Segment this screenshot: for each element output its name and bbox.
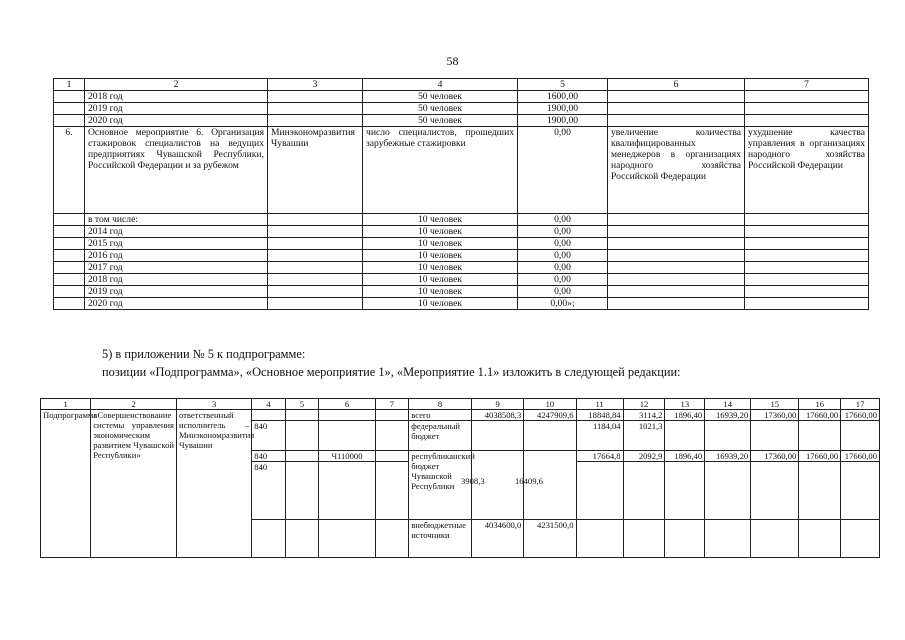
- value-cell: 17360,00: [751, 451, 799, 462]
- row-name: 2018 год: [85, 274, 268, 286]
- row-name: 2016 год: [85, 250, 268, 262]
- row-name: 2020 год: [85, 298, 268, 310]
- row-indicator: 10 человек: [363, 238, 518, 250]
- row-amount: 0,00: [518, 250, 608, 262]
- col-header: 17: [841, 399, 880, 410]
- col-header: 14: [705, 399, 751, 410]
- row-indicator: 10 человек: [363, 250, 518, 262]
- value-cell: 1896,40: [665, 451, 705, 462]
- table-row-total: [41, 410, 880, 421]
- row-amount: 0,00: [518, 238, 608, 250]
- value-cell: 17664,8: [576, 451, 623, 462]
- table-header-row: [41, 399, 880, 410]
- event-executor: Минэкономразвития Чувашии: [268, 127, 363, 214]
- value-cell: 1021,3: [623, 421, 665, 451]
- value-cell: 17660,00: [799, 410, 841, 421]
- row-name: 2014 год: [85, 226, 268, 238]
- table-row: [54, 286, 869, 298]
- table-row-event-6: [54, 127, 869, 214]
- row-indicator: 10 человек: [363, 262, 518, 274]
- executor-cell: ответственный исполнитель – Минэкономразвития Чувашии: [176, 410, 251, 558]
- col-header: 6: [608, 79, 745, 91]
- col-header: 8: [409, 399, 472, 410]
- row-indicator: 10 человек: [363, 226, 518, 238]
- col-header: 4: [363, 79, 518, 91]
- value-cell: 3114,2: [623, 410, 665, 421]
- event-result: увеличение количества квалифицированных менеджеров в организациях народного хозяйства Российской Федерации: [608, 127, 745, 214]
- status-cell: Подпрограмма: [41, 410, 91, 558]
- row-amount: 0,00: [518, 262, 608, 274]
- value-cell: 4034600,0: [471, 520, 523, 558]
- value-cell: 17660,00: [799, 451, 841, 462]
- events-table: [53, 78, 869, 310]
- table-row: [54, 115, 869, 127]
- row-name: 2019 год: [85, 286, 268, 298]
- value-cell: 17360,00: [751, 410, 799, 421]
- col-header: 2: [85, 79, 268, 91]
- row-indicator: 10 человек: [363, 274, 518, 286]
- row-name: 2019 год: [85, 103, 268, 115]
- value-cell: 16939,20: [705, 451, 751, 462]
- col-header: 5: [518, 79, 608, 91]
- row-amount: 1600,00: [518, 91, 608, 103]
- col-header: 3: [176, 399, 251, 410]
- row-name: 2017 год: [85, 262, 268, 274]
- row-amount: 0,00: [518, 274, 608, 286]
- value-cell: 1184,04: [576, 421, 623, 451]
- table-row: [54, 262, 869, 274]
- row-amount: 0,00: [518, 286, 608, 298]
- code-cell: Ч110000: [319, 451, 375, 462]
- table-header-row: [54, 79, 869, 91]
- row-name: 2015 год: [85, 238, 268, 250]
- value-cell: 3908,3: [461, 476, 485, 486]
- col-header: 11: [576, 399, 623, 410]
- row-amount: 0,00: [518, 226, 608, 238]
- code-cell: 840: [252, 462, 285, 520]
- value-cell: 17660,00: [841, 451, 880, 462]
- col-header: 4: [252, 399, 285, 410]
- source-cell: внебюджетные источники: [409, 520, 472, 558]
- col-header: 1: [54, 79, 85, 91]
- value-cell: 18848,84: [576, 410, 623, 421]
- col-header: 12: [623, 399, 665, 410]
- row-amount: 1900,00: [518, 115, 608, 127]
- col-header: 2: [91, 399, 177, 410]
- col-header: 15: [751, 399, 799, 410]
- event-indicator: число специалистов, прошедших зарубежные стажировки: [363, 127, 518, 214]
- col-header: 3: [268, 79, 363, 91]
- col-header: 16: [799, 399, 841, 410]
- col-header: 13: [665, 399, 705, 410]
- col-header: 7: [745, 79, 869, 91]
- value-cell: 16409,6: [515, 476, 543, 486]
- paragraph-2: позиции «Подпрограмма», «Основное мероприятие 1», «Мероприятие 1.1» изложить в следующей редакции:: [102, 365, 681, 379]
- row-indicator: 50 человек: [363, 91, 518, 103]
- table-row: [54, 91, 869, 103]
- value-cell: 4247909,6: [524, 410, 576, 421]
- row-indicator: 10 человек: [363, 286, 518, 298]
- event-risk: ухудшение качества управления в организациях народного хозяйства Российской Федерации: [745, 127, 869, 214]
- event-amount: 0,00: [518, 127, 608, 214]
- table-row: [54, 274, 869, 286]
- col-header: 5: [285, 399, 318, 410]
- table-row: [54, 226, 869, 238]
- row-indicator: 50 человек: [363, 103, 518, 115]
- row-name: 2018 год: [85, 91, 268, 103]
- col-header: 6: [319, 399, 375, 410]
- source-cell: всего: [409, 410, 472, 421]
- col-header: 1: [41, 399, 91, 410]
- table-row: [54, 103, 869, 115]
- source-cell: республиканский бюджет Чувашской Республики: [409, 451, 472, 520]
- value-cell: 17660,00: [841, 410, 880, 421]
- col-header: 7: [375, 399, 408, 410]
- row-name: 2020 год: [85, 115, 268, 127]
- table-row: [54, 214, 869, 226]
- value-cell: 4231500,0: [524, 520, 576, 558]
- row-indicator: 10 человек: [363, 298, 518, 310]
- col-header: 10: [524, 399, 576, 410]
- value-cell: 16939,20: [705, 410, 751, 421]
- col-header: 9: [471, 399, 523, 410]
- row-indicator: 10 человек: [363, 214, 518, 226]
- table-row: [54, 250, 869, 262]
- row-indicator: 50 человек: [363, 115, 518, 127]
- row-amount: 0,00: [518, 214, 608, 226]
- page-number: 58: [446, 54, 459, 68]
- table-row: [54, 238, 869, 250]
- row-name: в том числе:: [85, 214, 268, 226]
- table-row: [54, 298, 869, 310]
- code-cell: 840: [252, 451, 285, 462]
- value-cell: 1896,40: [665, 410, 705, 421]
- code-cell: 840: [252, 421, 285, 451]
- event-number: 6.: [54, 127, 85, 214]
- paragraph-1: 5) в приложении № 5 к подпрограмме:: [102, 347, 306, 361]
- value-cell: 4038508,3: [471, 410, 523, 421]
- value-cell: 2092,9: [623, 451, 665, 462]
- subprogram-table: [40, 398, 880, 558]
- source-cell: федеральный бюджет: [409, 421, 472, 451]
- row-amount: 1900,00: [518, 103, 608, 115]
- event-name: Основное мероприятие 6. Организация стажировок специалистов на ведущих предприятиях Чувашской Республики, Российской Федерации и за рубежом: [85, 127, 268, 214]
- row-amount: 0,00»;: [518, 298, 608, 310]
- subprogram-name: «Совершенствование системы управления экономическим развитием Чувашской Республики»: [91, 410, 177, 558]
